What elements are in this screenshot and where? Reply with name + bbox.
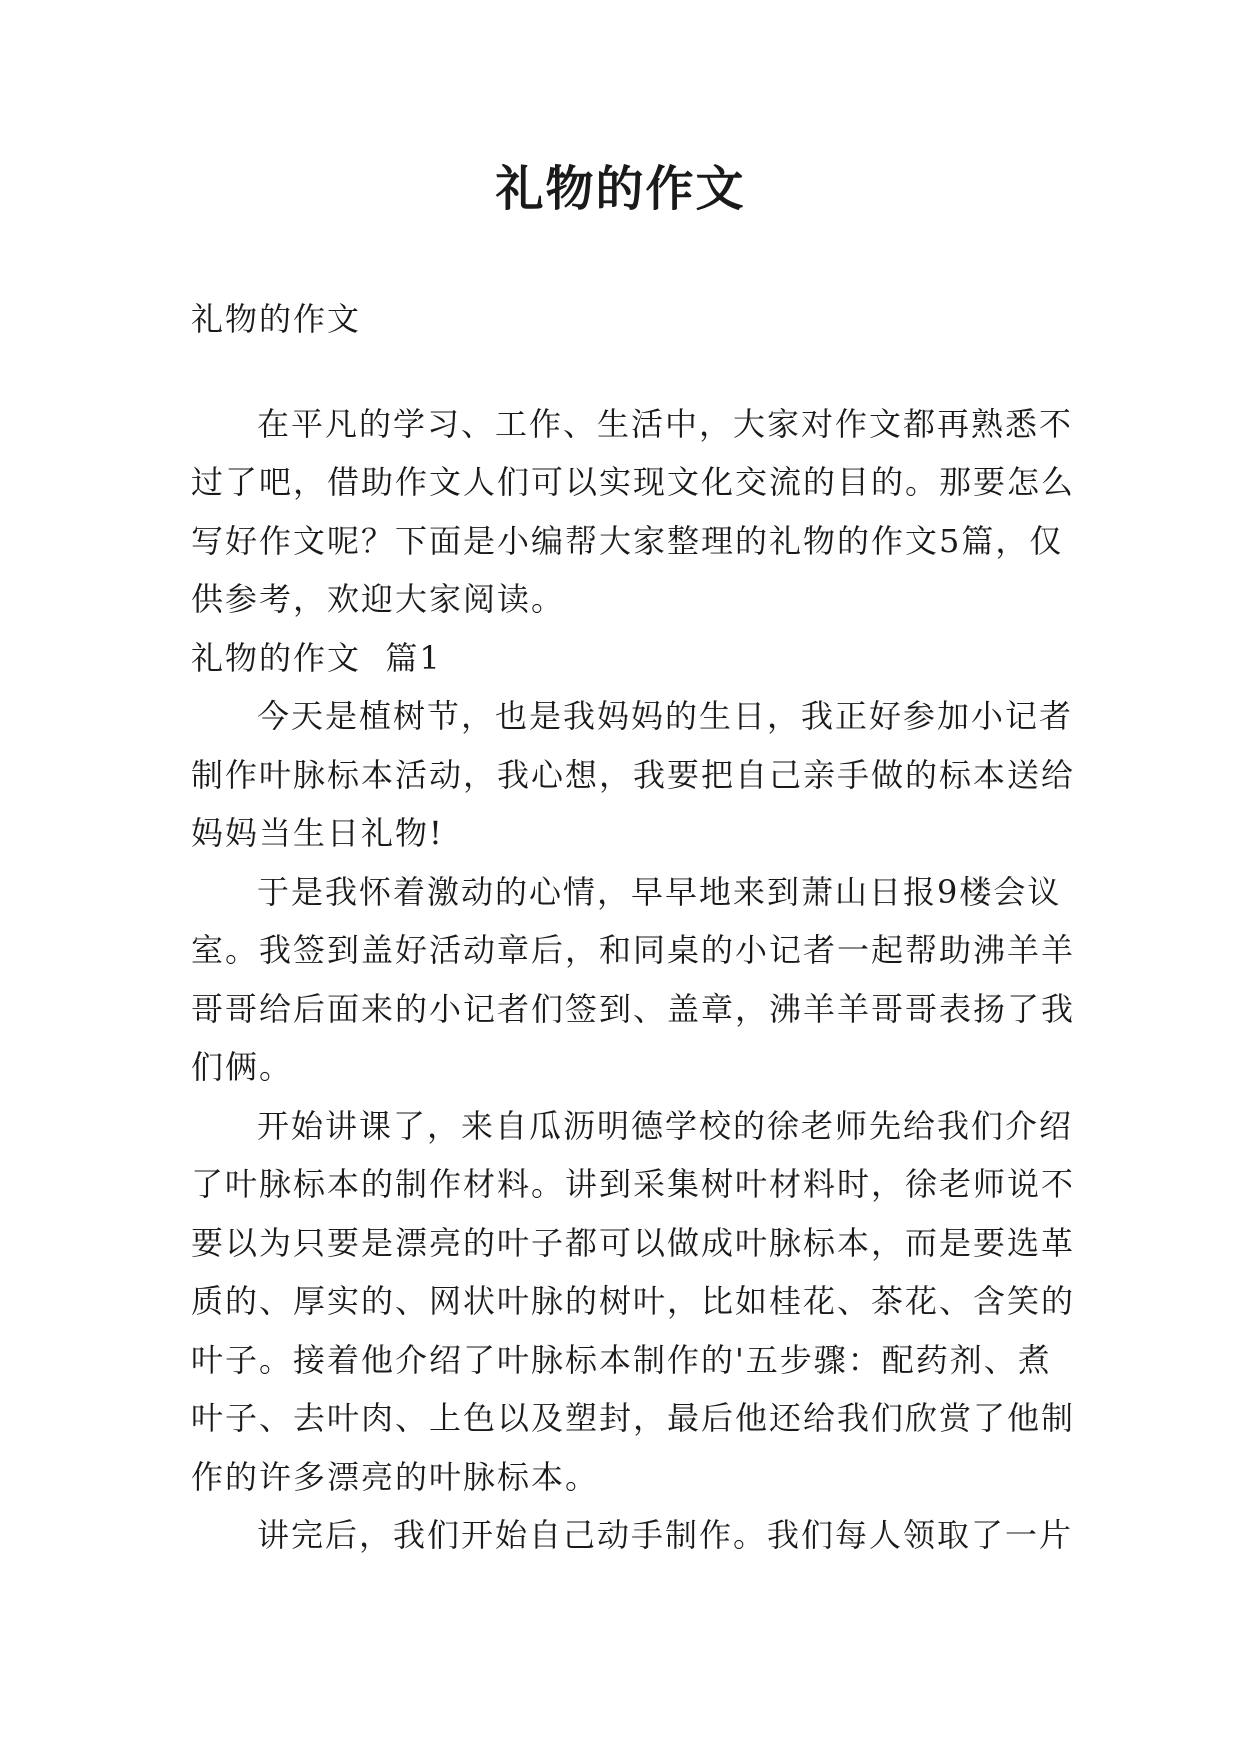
paragraph-3-line-5: 叶子。接着他介绍了叶脉标本制作的'五步骤：配药剂、煮 — [191, 1340, 1052, 1379]
paragraph-2-line-2: 室。我签到盖好活动章后，和同桌的小记者一起帮助沸羊羊 — [191, 931, 1076, 969]
paragraph-3-line-1: 开始讲课了，来自瓜沥明德学校的徐老师先给我们介绍 — [257, 1106, 1074, 1145]
page-title: 礼物的作文 — [495, 161, 746, 217]
paragraph-1-line-2: 制作叶脉标本活动，我心想，我要把自己亲手做的标本送给 — [191, 755, 1076, 794]
intro-paragraph-line-1: 在平凡的学习、工作、生活中，大家对作文都再熟悉不 — [257, 404, 1074, 443]
paragraph-2-line-1: 于是我怀着激动的心情，早早地来到萧山日报9楼会议 — [257, 872, 1062, 911]
section-heading: 礼物的作文 篇1 — [191, 638, 442, 677]
intro-paragraph-line-3: 写好作文呢？下面是小编帮大家整理的礼物的作文5篇，仅 — [191, 521, 1064, 560]
paragraph-3-line-6: 叶子、去叶肉、上色以及塑封，最后他还给我们欣赏了他制 — [191, 1399, 1076, 1437]
paragraph-3-line-3: 要以为只要是漂亮的叶子都可以做成叶脉标本，而是要选革 — [191, 1223, 1076, 1262]
intro-paragraph-line-4: 供参考，欢迎大家阅读。 — [191, 580, 566, 618]
intro-paragraph-line-2: 过了吧，借助作文人们可以实现文化交流的目的。那要怎么 — [191, 463, 1076, 501]
document-body — [191, 290, 1076, 1565]
blank-line — [191, 349, 1051, 395]
paragraph-3-line-2: 了叶脉标本的制作材料。讲到采集树叶材料时，徐老师说不 — [191, 1165, 1076, 1203]
paragraph-2-line-3: 哥哥给后面来的小记者们签到、盖章，沸羊羊哥哥表扬了我 — [191, 989, 1076, 1028]
paragraph-3-line-4: 质的、厚实的、网状叶脉的树叶，比如桂花、茶花、含笑的 — [191, 1282, 1076, 1320]
subtitle-line: 礼物的作文 — [191, 300, 362, 338]
paragraph-2-line-4: 们俩。 — [191, 1048, 294, 1086]
paragraph-1-line-1: 今天是植树节，也是我妈妈的生日，我正好参加小记者 — [257, 697, 1074, 735]
paragraph-1-line-3: 妈妈当生日礼物! — [191, 814, 444, 852]
paragraph-3-line-7: 作的许多漂亮的叶脉标本。 — [191, 1457, 600, 1496]
paragraph-4-line-1: 讲完后，我们开始自己动手制作。我们每人领取了一片 — [257, 1516, 1074, 1554]
